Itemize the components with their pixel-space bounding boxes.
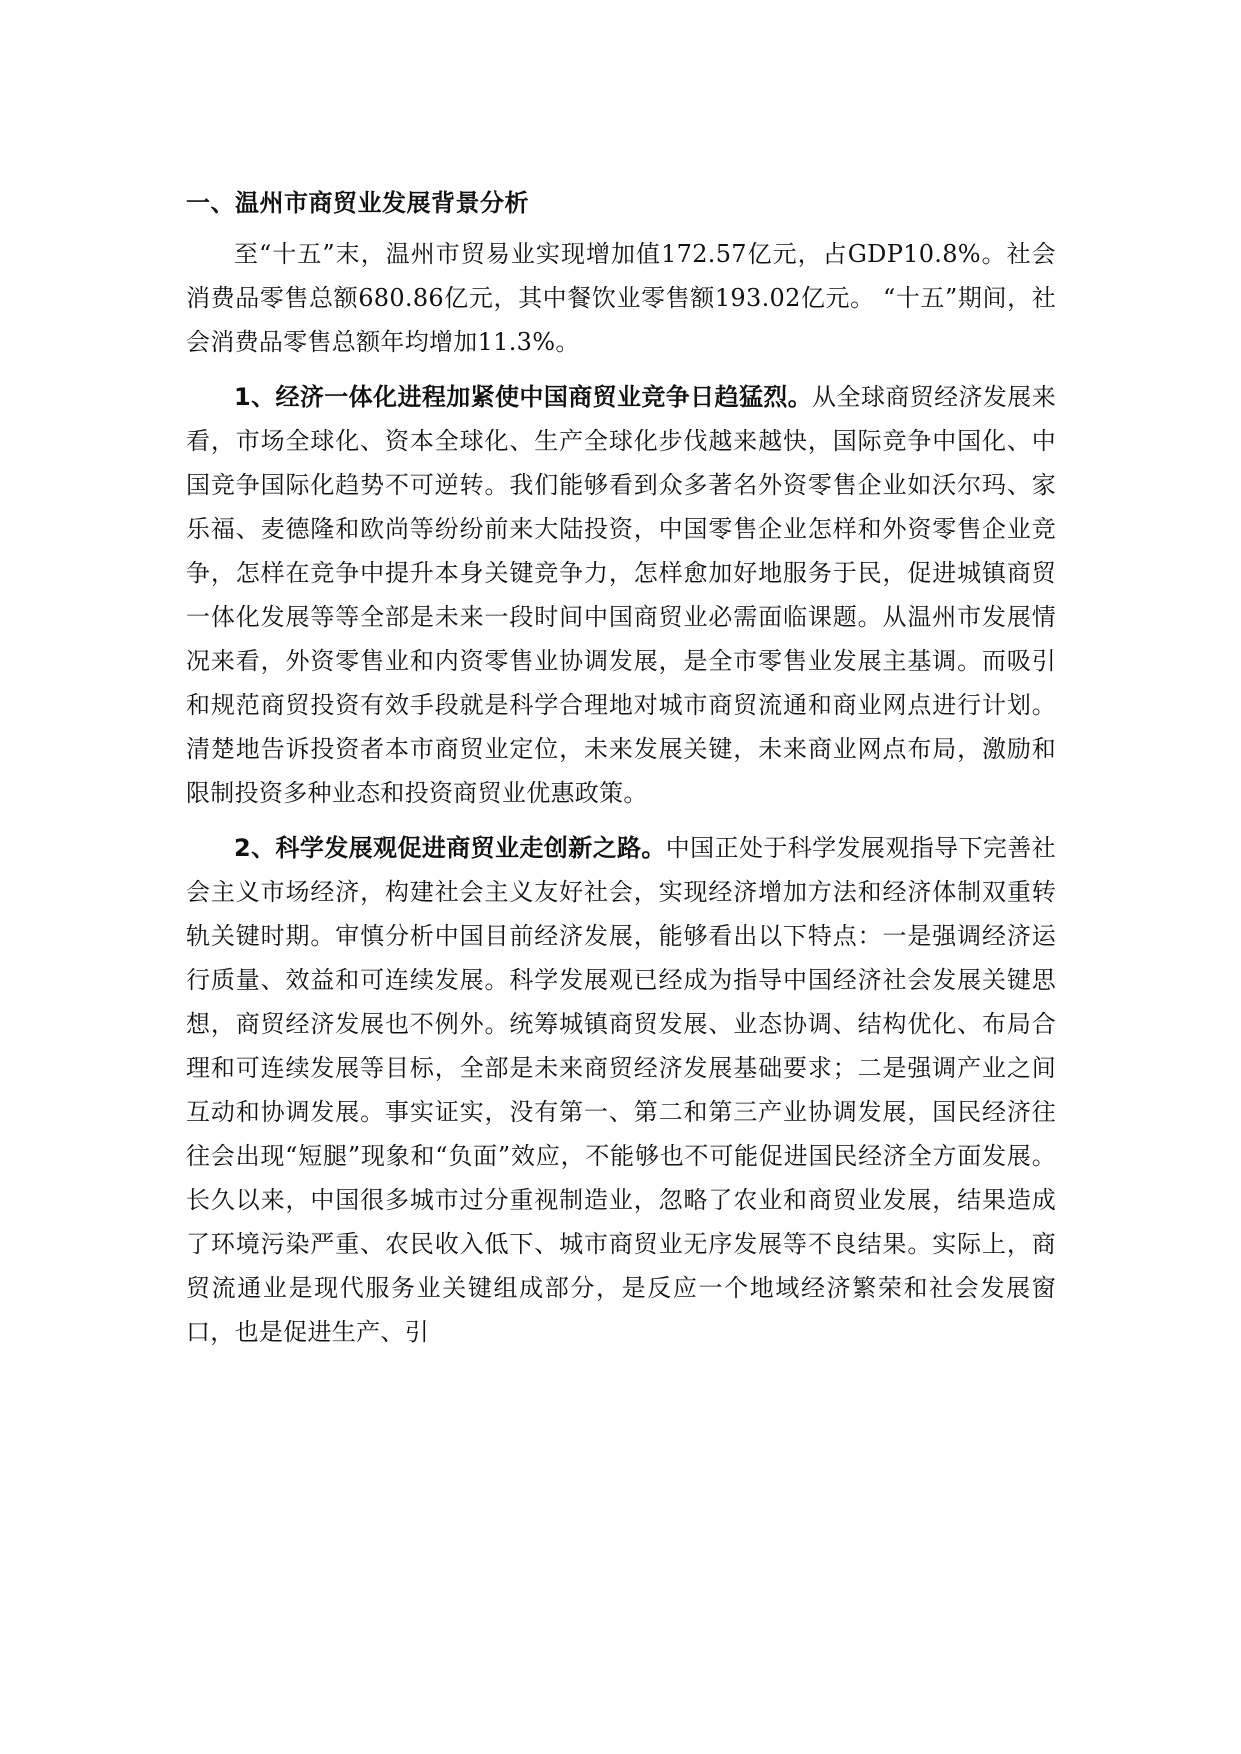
section-1-body: 从全球商贸经济发展来看，市场全球化、资本全球化、生产全球化步伐越来越快，国际竞争中国化、中国竞争国际化趋势不可逆转。我们能够看到众多著名外资零售企业如沃尔玛、家乐福、麦德隆和欧尚等纷纷前来大陆投资，中国零售企业怎样和外资零售企业竞争，怎样在竞争中提升本身关键竞争力，怎样愈加好地服务于民，促进城镇商贸一体化发展等等全部是未来一段时间中国商贸业必需面临课题。从温州市发展情况来看，外资零售业和内资零售业协调发展，是全市零售业发展主基调。而吸引和规范商贸投资有效手段就是科学合理地对城市商贸流通和商业网点进行计划。清楚地告诉投资者本市商贸业定位，未来发展关键，未来商业网点布局，激励和限制投资多种业态和投资商贸业优惠政策。: [186, 383, 1056, 807]
paragraph-section-2: [186, 826, 1056, 1354]
section-2-lead: 2、科学发展观促进商贸业走创新之路。: [234, 834, 666, 862]
section-heading: 一、温州市商贸业发展背景分析: [186, 189, 529, 217]
section-2-body: 中国正处于科学发展观指导下完善社会主义市场经济，构建社会主义友好社会，实现经济增加方法和经济体制双重转轨关键时期。审慎分析中国目前经济发展，能够看出以下特点：一是强调经济运行质量、效益和可连续发展。科学发展观已经成为指导中国经济社会发展关键思想，商贸经济发展也不例外。统筹城镇商贸发展、业态协调、结构优化、布局合理和可连续发展等目标，全部是未来商贸经济发展基础要求；二是强调产业之间互动和协调发展。事实证实，没有第一、第二和第三产业协调发展，国民经济往往会出现“短腿”现象和“负面”效应，不能够也不可能促进国民经济全方面发展。长久以来，中国很多城市过分重视制造业，忽略了农业和商贸业发展，结果造成了环境污染严重、农民收入低下、城市商贸业无序发展等不良结果。实际上，商贸流通业是现代服务业关键组成部分，是反应一个地域经济繁荣和社会发展窗口，也是促进生产、引: [186, 834, 1056, 1346]
intro-paragraph: 至“十五”末，温州市贸易业实现增加值172.57亿元，占GDP10.8%。社会消费品零售总额680.86亿元，其中餐饮业零售额193.02亿元。 “十五”期间，社会消费品零售总额年均增加11.3%。: [186, 240, 1056, 356]
paragraph-section-1: [186, 375, 1056, 815]
section-1-lead: 1、经济一体化进程加紧使中国商贸业竞争日趋猛烈。: [234, 383, 813, 411]
document-page: [186, 188, 1056, 1365]
